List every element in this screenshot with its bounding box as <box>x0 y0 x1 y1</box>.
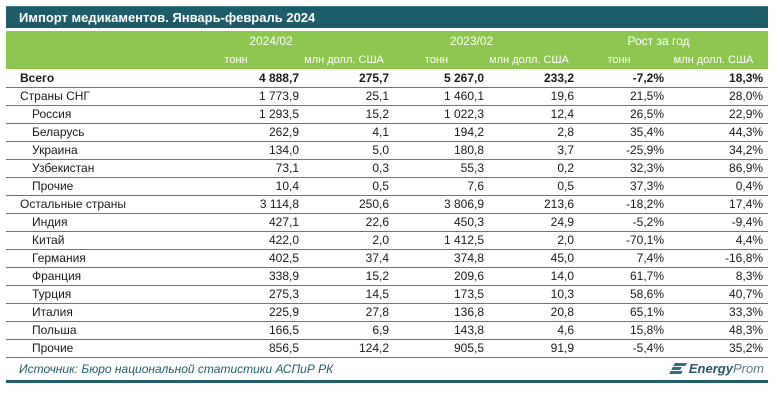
import-table <box>6 31 768 358</box>
cell-value: 4,4% <box>669 231 768 249</box>
cell-value: 24,9 <box>489 213 579 231</box>
cell-value: 209,6 <box>394 267 489 285</box>
cell-value: 45,0 <box>489 249 579 267</box>
cell-value: 0,3 <box>304 159 394 177</box>
cell-value: 40,7% <box>669 285 768 303</box>
cell-value: 402,5 <box>178 249 304 267</box>
table-row <box>6 249 768 267</box>
table-row <box>6 339 768 357</box>
cell-value: 124,2 <box>304 339 394 357</box>
row-label: Франция <box>6 267 178 285</box>
row-label: Турция <box>6 285 178 303</box>
cell-value: 12,4 <box>489 105 579 123</box>
cell-value: -5,2% <box>579 213 669 231</box>
table-row <box>6 105 768 123</box>
cell-value: 338,9 <box>178 267 304 285</box>
cell-value: 28,0% <box>669 87 768 105</box>
cell-value: 194,2 <box>394 123 489 141</box>
logo-text-energy: Energy <box>688 361 733 376</box>
row-label: Украина <box>6 141 178 159</box>
cell-value: 8,3% <box>669 267 768 285</box>
cell-value: 48,3% <box>669 321 768 339</box>
cell-value: 233,2 <box>489 69 579 87</box>
unit-header-usd-2024: млн долл. США <box>304 50 394 69</box>
cell-value: 4,1 <box>304 123 394 141</box>
row-label: Всего <box>6 69 178 87</box>
table-row <box>6 87 768 105</box>
cell-value: 6,9 <box>304 321 394 339</box>
source-note: Источник: Бюро национальной статистики АСПиР РК <box>19 361 334 376</box>
unit-header-tons-2024: тонн <box>178 50 304 69</box>
unit-header-tons-growth: тонн <box>579 50 669 69</box>
cell-value: 25,1 <box>304 87 394 105</box>
cell-value: 173,5 <box>394 285 489 303</box>
cell-value: 180,8 <box>394 141 489 159</box>
table-body <box>6 69 768 357</box>
page-title: Импорт медикаментов. Январь-февраль 2024 <box>19 10 316 25</box>
cell-value: 1 460,1 <box>394 87 489 105</box>
cell-value: 14,0 <box>489 267 579 285</box>
cell-value: 58,6% <box>579 285 669 303</box>
cell-value: 26,5% <box>579 105 669 123</box>
cell-value: 275,7 <box>304 69 394 87</box>
title-bar <box>6 6 768 28</box>
cell-value: 32,3% <box>579 159 669 177</box>
header-corner-cell <box>6 50 178 69</box>
cell-value: 0,5 <box>489 177 579 195</box>
cell-value: 65,1% <box>579 303 669 321</box>
cell-value: 15,8% <box>579 321 669 339</box>
cell-value: 4,6 <box>489 321 579 339</box>
cell-value: -5,4% <box>579 339 669 357</box>
cell-value: 10,4 <box>178 177 304 195</box>
cell-value: 17,4% <box>669 195 768 213</box>
row-label: Прочие <box>6 177 178 195</box>
cell-value: 1 022,3 <box>394 105 489 123</box>
header-corner-cell <box>6 31 178 50</box>
cell-value: 44,3% <box>669 123 768 141</box>
cell-value: 0,4% <box>669 177 768 195</box>
cell-value: 2,8 <box>489 123 579 141</box>
cell-value: 1 773,9 <box>178 87 304 105</box>
row-label: Узбекистан <box>6 159 178 177</box>
table-row <box>6 285 768 303</box>
cell-value: 18,3% <box>669 69 768 87</box>
cell-value: 22,9% <box>669 105 768 123</box>
row-label: Остальные страны <box>6 195 178 213</box>
cell-value: 73,1 <box>178 159 304 177</box>
cell-value: 450,3 <box>394 213 489 231</box>
footer <box>6 359 768 379</box>
cell-value: 856,5 <box>178 339 304 357</box>
cell-value: 5 267,0 <box>394 69 489 87</box>
row-label: Прочие <box>6 339 178 357</box>
cell-value: 7,6 <box>394 177 489 195</box>
cell-value: 0,2 <box>489 159 579 177</box>
cell-value: 374,8 <box>394 249 489 267</box>
cell-value: 34,2% <box>669 141 768 159</box>
cell-value: 61,7% <box>579 267 669 285</box>
table-row <box>6 231 768 249</box>
column-group-growth: Рост за год <box>579 31 768 50</box>
cell-value: 15,2 <box>304 267 394 285</box>
cell-value: 5,0 <box>304 141 394 159</box>
row-label: Италия <box>6 303 178 321</box>
cell-value: 1 412,5 <box>394 231 489 249</box>
cell-value: 225,9 <box>178 303 304 321</box>
cell-value: 91,9 <box>489 339 579 357</box>
cell-value: 55,3 <box>394 159 489 177</box>
column-group-2024-02: 2024/02 <box>178 31 394 50</box>
table-row <box>6 321 768 339</box>
cell-value: 1 293,5 <box>178 105 304 123</box>
cell-value: 3,7 <box>489 141 579 159</box>
cell-value: -70,1% <box>579 231 669 249</box>
cell-value: 35,4% <box>579 123 669 141</box>
cell-value: 21,5% <box>579 87 669 105</box>
cell-value: -18,2% <box>579 195 669 213</box>
row-label: Страны СНГ <box>6 87 178 105</box>
logo-text-prom: Prom <box>732 361 764 376</box>
unit-header-usd-growth: млн долл. США <box>669 50 768 69</box>
row-label: Китай <box>6 231 178 249</box>
table-row <box>6 69 768 87</box>
unit-header-tons-2023: тонн <box>394 50 489 69</box>
cell-value: 3 806,9 <box>394 195 489 213</box>
cell-value: 37,3% <box>579 177 669 195</box>
cell-value: 3 114,8 <box>178 195 304 213</box>
cell-value: 7,4% <box>579 249 669 267</box>
cell-value: -9,4% <box>669 213 768 231</box>
energyprom-bars-icon <box>668 362 687 375</box>
table-row <box>6 177 768 195</box>
cell-value: 250,6 <box>304 195 394 213</box>
row-label: Россия <box>6 105 178 123</box>
cell-value: 10,3 <box>489 285 579 303</box>
row-label: Германия <box>6 249 178 267</box>
cell-value: 136,8 <box>394 303 489 321</box>
cell-value: 166,5 <box>178 321 304 339</box>
cell-value: 0,5 <box>304 177 394 195</box>
cell-value: 422,0 <box>178 231 304 249</box>
table-row <box>6 123 768 141</box>
cell-value: 33,3% <box>669 303 768 321</box>
cell-value: 262,9 <box>178 123 304 141</box>
table-row <box>6 303 768 321</box>
cell-value: 213,6 <box>489 195 579 213</box>
table-row <box>6 267 768 285</box>
table-row <box>6 159 768 177</box>
cell-value: 2,0 <box>489 231 579 249</box>
cell-value: 37,4 <box>304 249 394 267</box>
cell-value: 15,2 <box>304 105 394 123</box>
cell-value: 427,1 <box>178 213 304 231</box>
cell-value: 275,3 <box>178 285 304 303</box>
energyprom-logo <box>672 361 764 376</box>
cell-value: 19,6 <box>489 87 579 105</box>
cell-value: 134,0 <box>178 141 304 159</box>
year-header-row <box>6 31 768 50</box>
row-label: Польша <box>6 321 178 339</box>
cell-value: -16,8% <box>669 249 768 267</box>
cell-value: 143,8 <box>394 321 489 339</box>
cell-value: -7,2% <box>579 69 669 87</box>
cell-value: 4 888,7 <box>178 69 304 87</box>
row-label: Беларусь <box>6 123 178 141</box>
unit-header-usd-2023: млн долл. США <box>489 50 579 69</box>
cell-value: 27,8 <box>304 303 394 321</box>
cell-value: 35,2% <box>669 339 768 357</box>
cell-value: 905,5 <box>394 339 489 357</box>
table-row <box>6 213 768 231</box>
cell-value: 2,0 <box>304 231 394 249</box>
table-header <box>6 31 768 69</box>
cell-value: 14,5 <box>304 285 394 303</box>
table-row <box>6 141 768 159</box>
cell-value: 22,6 <box>304 213 394 231</box>
cell-value: 20,8 <box>489 303 579 321</box>
units-header-row <box>6 50 768 69</box>
table-row <box>6 195 768 213</box>
cell-value: -25,9% <box>579 141 669 159</box>
cell-value: 86,9% <box>669 159 768 177</box>
column-group-2023-02: 2023/02 <box>394 31 579 50</box>
row-label: Индия <box>6 213 178 231</box>
bottom-rule <box>6 380 768 383</box>
